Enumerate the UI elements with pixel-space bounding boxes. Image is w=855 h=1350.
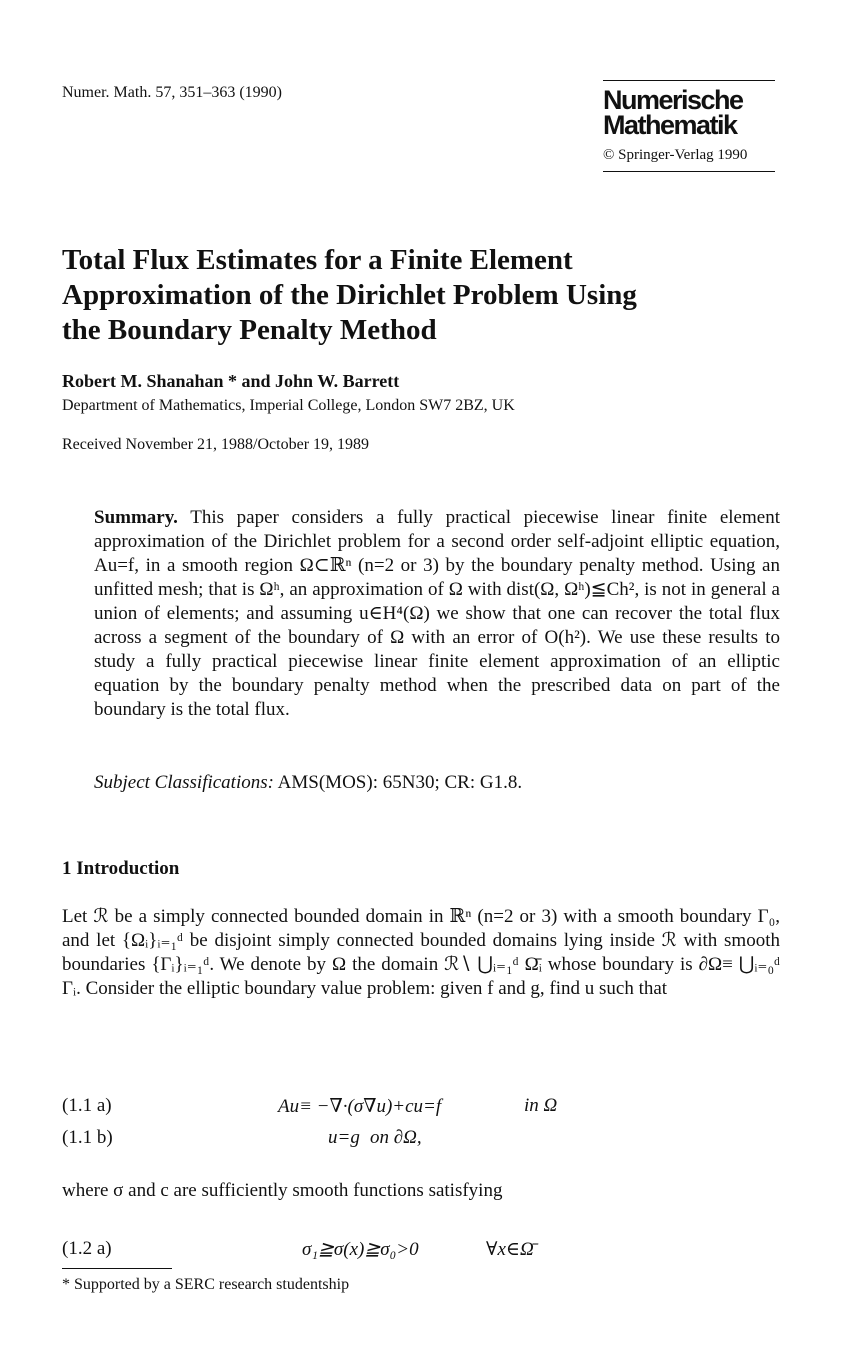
journal-name-line2: Mathematik [603,110,737,140]
journal-name-line1: Numerische [603,85,743,115]
logo-rule-top [603,80,775,81]
subject-classifications [94,772,522,794]
subject-label: Subject Classifications: [94,772,274,793]
equation-domain: on ∂Ω, [370,1127,422,1148]
equation-label: (1.2 a) [62,1238,112,1259]
summary-label: Summary. [94,507,178,528]
equation-expression: Au≡ −∇·(σ∇u)+cu=f [278,1096,442,1117]
subject-text: AMS(MOS): 65N30; CR: G1.8. [277,772,523,793]
equation-domain: ∀x∈Ω̄ [486,1239,534,1260]
equation-label: (1.1 b) [62,1127,113,1148]
affiliation: Department of Mathematics, Imperial College, London SW7 2BZ, UK [62,397,515,414]
journal-name [603,85,743,140]
journal-citation: Numer. Math. 57, 351–363 (1990) [62,84,282,101]
title-line: Approximation of the Dirichlet Problem Using [62,279,637,311]
copyright-notice: © Springer-Verlag 1990 [603,147,748,163]
summary-text: This paper considers a fully practical piecewise linear finite element approximation of the Dirichlet problem for a second order self-adjoint elliptic equation, Au=f, in a smooth region Ω⊂ℝⁿ (n=2 or 3) by the boundary penalty method. Using an unfitted mesh; that is Ωʰ, an approximation of Ω with dist(Ω, Ωʰ)≦Ch², is not in general a union of elements; and assuming u∈H⁴(Ω) we show that one can recover the total flux across a segment of the boundary of Ω with an error of O(h²). We use these results to study a fully practical piecewise linear finite element approximation of an elliptic equation by the boundary penalty method when the prescribed data on part of the boundary is the total flux. [94,507,780,720]
equation-domain: in Ω [524,1095,558,1116]
title-line: Total Flux Estimates for a Finite Element [62,244,573,276]
where-text: where σ and c are sufficiently smooth functions satisfying [62,1180,503,1201]
footnote-rule [62,1268,172,1269]
authors: Robert M. Shanahan * and John W. Barrett [62,371,400,391]
logo-rule-bottom [603,171,775,172]
summary-abstract [94,506,780,722]
paper-title [62,243,762,348]
title-line: the Boundary Penalty Method [62,314,437,346]
equation-expression: u=g [328,1127,360,1148]
footnote: * Supported by a SERC research studentship [62,1276,350,1293]
equation-expression: σ₁≧σ(x)≧σ₀>0 [302,1239,419,1260]
section-heading: 1 Introduction [62,858,180,879]
received-dates: Received November 21, 1988/October 19, 1989 [62,436,370,453]
equation-label: (1.1 a) [62,1095,112,1116]
intro-paragraph: Let ℛ be a simply connected bounded domain in ℝⁿ (n=2 or 3) with a smooth boundary Γ₀, and let {Ωᵢ}ᵢ₌₁ᵈ be disjoint simply connected bounded domains lying inside ℛ with smooth boundaries {Γᵢ}ᵢ₌₁ᵈ. We denote by Ω the domain ℛ∖ ⋃ᵢ₌₁ᵈ Ω̄ᵢ whose boundary is ∂Ω≡ ⋃ᵢ₌₀ᵈ Γᵢ. Consider the elliptic boundary value problem: given f and g, find u such that [62,906,780,999]
